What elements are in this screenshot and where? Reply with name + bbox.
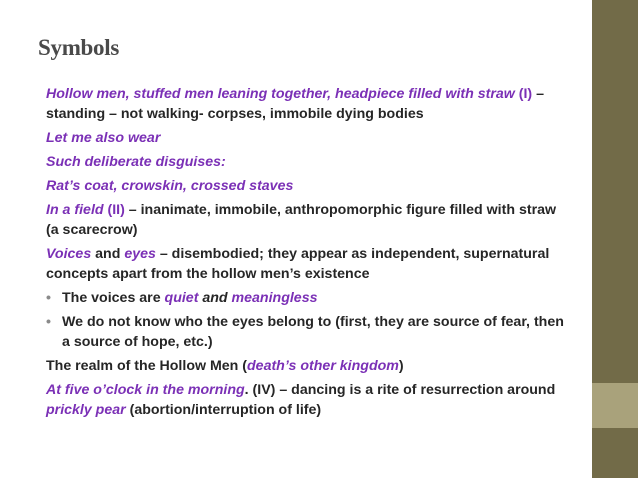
bullet-icon: • bbox=[46, 290, 51, 306]
paragraph-realm bbox=[46, 356, 566, 376]
side-accent-block bbox=[592, 383, 638, 428]
slide-content bbox=[46, 84, 566, 424]
paragraph-five-oclock bbox=[46, 380, 566, 420]
text-realm: The realm of the Hollow Men ( bbox=[46, 358, 248, 374]
text-abortion: (abortion/interruption of life) bbox=[125, 402, 322, 418]
quote-hollow-men: Hollow men, stuffed men leaning together, headpiece filled with straw bbox=[46, 86, 515, 102]
quote-five-oclock: At five o’clock in the morning bbox=[46, 382, 245, 398]
bullet-eyes-text: We do not know who the eyes belong to (first, they are source of fear, then a source of hope, etc.) bbox=[62, 314, 564, 350]
word-voices: Voices bbox=[46, 246, 92, 262]
bullet-voices bbox=[46, 288, 566, 308]
bullet-voices-a: The voices are bbox=[62, 290, 165, 306]
quote-deaths-other-kingdom: death’s other kingdom bbox=[247, 358, 399, 374]
slide-title: Symbols bbox=[38, 35, 119, 60]
paragraph-in-a-field bbox=[46, 200, 566, 240]
paragraph-hollow-men bbox=[46, 84, 566, 124]
quote-rats-coat: Rat’s coat, crowskin, crossed staves bbox=[46, 178, 294, 194]
text-scarecrow: – inanimate, immobile, anthropomorphic figure filled with straw (a scarecrow) bbox=[46, 202, 557, 238]
quote-prickly-pear: prickly pear bbox=[46, 402, 126, 418]
paragraph-voices-eyes bbox=[46, 244, 566, 284]
text-hollow-men: – standing – not walking- corpses, immobile dying bodies bbox=[46, 86, 544, 122]
text-dancing: . (IV) – dancing is a rite of resurrection around bbox=[244, 382, 556, 398]
bullet-eyes bbox=[46, 312, 566, 352]
word-eyes: eyes bbox=[124, 246, 156, 262]
word-and-italic: and bbox=[198, 290, 232, 306]
section-marker-1: (I) bbox=[514, 86, 537, 102]
bullet-icon: • bbox=[46, 314, 51, 330]
text-realm-close: ) bbox=[398, 358, 404, 374]
word-and: and bbox=[91, 246, 125, 262]
word-quiet: quiet bbox=[164, 290, 199, 306]
quote-let-me-also-wear: Let me also wear bbox=[46, 130, 161, 146]
word-meaningless: meaningless bbox=[231, 290, 318, 306]
text-disembodied: – disembodied; they appear as independent, supernatural concepts apart from the hollow men’s existence bbox=[46, 246, 550, 282]
quote-deliberate-disguises: Such deliberate disguises: bbox=[46, 154, 226, 170]
quote-in-a-field: In a field bbox=[46, 202, 104, 218]
section-marker-2: (II) bbox=[103, 202, 129, 218]
